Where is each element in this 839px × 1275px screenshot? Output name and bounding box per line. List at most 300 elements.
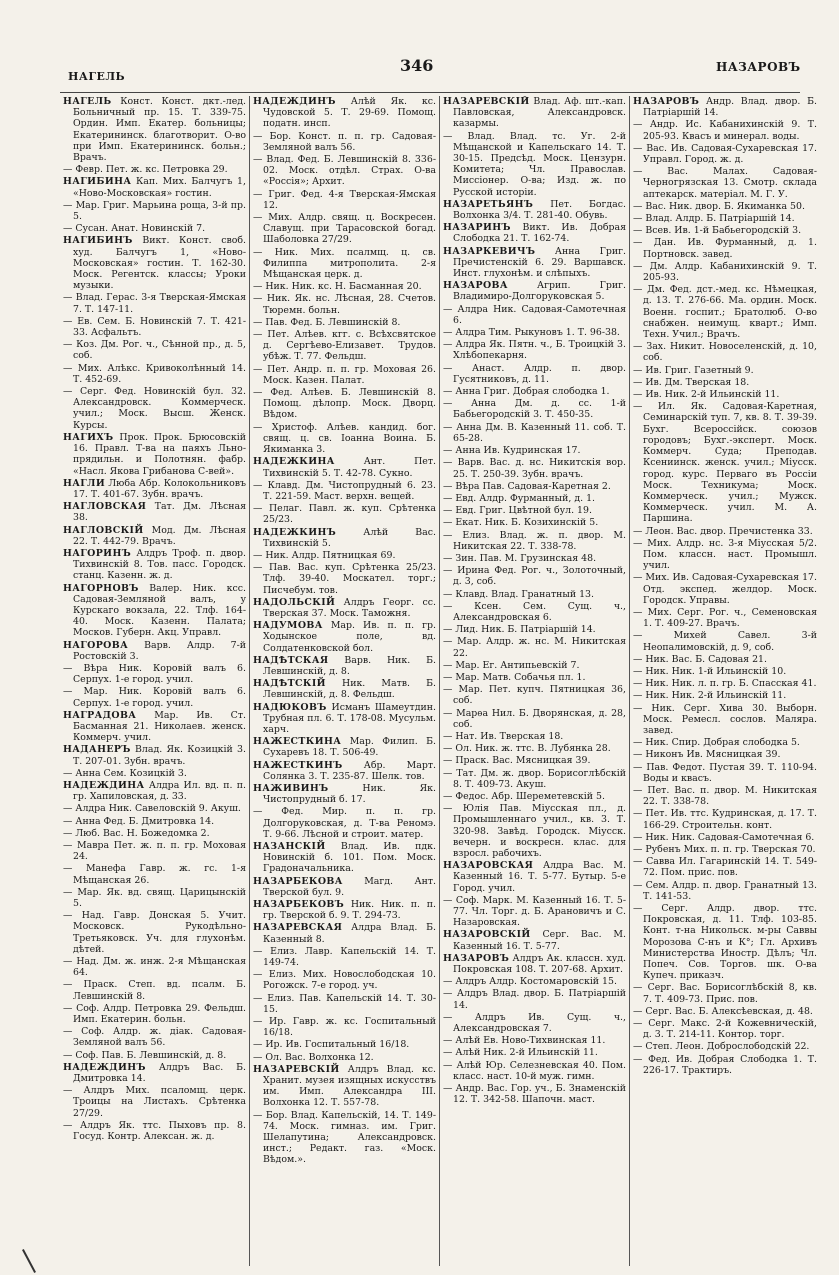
directory-entry	[633, 166, 817, 200]
entry-text: — Екат. Ник. Б. Козихинскій 5.	[443, 517, 599, 529]
directory-entry	[63, 780, 246, 802]
entry-text: — Мих. Алдр. свящ. ц. Воскресен. Славущ. при Тарасовской богад. Шаболовка 27/29.	[253, 212, 436, 246]
directory-entry	[443, 895, 626, 929]
entry-surname: НАЗАНСКІЙ	[253, 841, 326, 852]
entry-text: — Влад. Фед. Б. Левшинскій 8. 336-02. Моск. отдѣл. Страх. О-ва «Россія»; Архит.	[253, 154, 436, 188]
directory-entry	[633, 284, 817, 340]
directory-entry	[63, 96, 246, 163]
directory-entry	[253, 293, 436, 315]
entry-text: — Соф. Марк. М. Казенный 16. Т. 5-77. Чл. Торг. д. Б. Арановичъ и С. Назаровская.	[443, 894, 626, 929]
directory-entry	[63, 686, 246, 708]
directory-entry	[633, 213, 817, 224]
entry-text: — Ир. Гавр. ж. кс. Госпитальный 16/18.	[253, 1016, 436, 1039]
directory-entry	[443, 339, 626, 361]
entry-text: Исманъ Шамеутдин. Трубная пл. 6. Т. 178-08. Мусульм. харч.	[263, 701, 436, 735]
directory-entry	[443, 636, 626, 658]
directory-entry	[63, 744, 246, 766]
entry-text: — Вѣра Пав. Садовая-Каретная 2.	[443, 480, 611, 492]
entry-text: — Фед. Мир. п. п. гр. Долгоруковская, д. Т-ва Реномэ. Т. 9-66. Лѣсной и строит. матер.	[253, 806, 436, 840]
entry-text: — Пелаг. Павл. ж. куп. Срѣтенка 25/23.	[253, 503, 436, 526]
directory-entry	[253, 899, 436, 921]
entry-text: Мар. Филип. Б. Сухаревъ 18. Т. 506-49.	[263, 736, 437, 759]
entry-text: Мар. Ив. п. п. гр. Ходынское поле, вд. Солдатенковской бол.	[263, 620, 436, 654]
entry-text: — Пет. Андр. п. п. гр. Моховая 26. Моск. Казен. Палат.	[253, 363, 436, 386]
directory-entry	[253, 620, 436, 654]
directory-entry	[443, 672, 626, 683]
directory-entry	[633, 880, 817, 902]
directory-entry	[253, 154, 436, 188]
directory-entry	[253, 702, 436, 736]
entry-surname: НАЗАРЕВСКІЙ	[253, 1063, 340, 1075]
entry-surname: НАДЕЖДИНА	[63, 779, 145, 791]
directory-entry	[63, 1026, 246, 1048]
entry-text: — Анна Дм. д. сс. 1-й Бабьегородскій 3. Т. 450-35.	[443, 398, 626, 421]
directory-entry	[633, 1006, 817, 1017]
directory-entry	[63, 803, 246, 814]
directory-entry	[633, 389, 817, 400]
directory-entry	[443, 131, 626, 198]
directory-entry	[443, 481, 626, 492]
entry-text: Алѣй Як. кс. Чудовской 5. Т. 29-69. Помощ. податн. инсп.	[263, 96, 437, 130]
directory-columns	[60, 96, 822, 1266]
directory-entry	[443, 304, 626, 326]
entry-text: Кап. Мих. Балчугъ 1, «Ново-Московская» гостин.	[73, 176, 246, 199]
directory-entry	[443, 553, 626, 564]
entry-text: — Пет. Ив. ттс. Кудринская, д. 17. Т. 166-29. Строительн. конт.	[633, 808, 817, 831]
entry-surname: НАЗАРЕВСКАЯ	[253, 922, 343, 934]
entry-text: — Ник. Ник. Садовая-Самотечная 6.	[633, 831, 815, 843]
directory-entry	[63, 176, 246, 198]
entry-text: — Ник. Вас. Б. Садовая 21.	[633, 653, 767, 665]
entry-surname: НАГЛИ	[63, 477, 106, 489]
entry-surname: НАГОРНОВЪ	[63, 582, 139, 594]
directory-entry	[253, 422, 436, 456]
entry-text: — Андр. Ис. Кабанихинскій 9. Т. 205-93. Квасъ и минерал. воды.	[633, 119, 817, 142]
directory-entry	[633, 96, 817, 118]
entry-text: — Савва Ил. Гагаринскій 14. Т. 549-72. Пом. прис. пов.	[633, 856, 817, 879]
directory-entry	[443, 457, 626, 479]
entry-text: — Пет. Алѣев. кгг. с. Всѣхсвятское д. Сергѣево-Елизавет. Трудов. убѣж. Т. 77. Фельдш.	[253, 329, 436, 363]
entry-text: — Мих. Алдр. нс. 3-я Міусская 5/2. Пом. классн. наст. Промышл. учил.	[633, 537, 817, 572]
directory-entry	[63, 525, 246, 547]
directory-entry	[443, 953, 626, 975]
entry-text: Магд. Ант. Тверской бул. 9.	[263, 875, 436, 898]
entry-text: — Юлія Пав. Міусская пл., д. Промышленнаго учил., кв. 3. Т. 320-98. Завѣд. Городск. Міусск. вечерн. и воскресн. клас. для взросл. рабочихъ.	[443, 803, 626, 859]
entry-surname: НАГОРИНЪ	[63, 547, 132, 559]
entry-text: — Над. Гавр. Донская 5. Учит. Московск. Рукодѣльно-Третьяковск. Уч. для глухонѣм. дѣтей.	[63, 910, 246, 955]
directory-entry	[63, 816, 246, 827]
directory-entry	[633, 690, 817, 701]
directory-entry	[633, 678, 817, 689]
directory-entry	[443, 565, 626, 587]
entry-text: Алдра Ил. вд. п. п. гр. Хапиловская, д. 33.	[73, 779, 247, 803]
entry-text: — Вас. Малах. Садовая-Черногрязская 13. Смотр. склада аптекарск. матеріал. М. Г. У.	[633, 166, 817, 200]
entry-text: — Никонъ Ив. Мясницкая 39.	[633, 749, 781, 761]
page-number: 346	[400, 56, 434, 75]
entry-text: — Евд. Григ. Цвѣтной бул. 19.	[443, 505, 592, 517]
page-header	[0, 0, 839, 90]
entry-surname: НАЗАРБЕКОВА	[253, 875, 343, 887]
entry-text: — Сем. Алдр. п. двор. Гранатный 13. Т. 141-53.	[633, 879, 817, 902]
directory-entry	[63, 710, 246, 744]
directory-entry	[63, 1085, 246, 1119]
entry-text: Мод. Дм. Лѣсная 22. Т. 442-79. Врачъ.	[73, 524, 246, 547]
entry-text: — Над. Дм. ж. инж. 2-я Мѣщанская 64.	[63, 956, 246, 979]
entry-text: — Елиз. Влад. ж. п. двор. М. Никитская 22. Т. 338-78.	[443, 529, 626, 552]
directory-entry	[63, 200, 246, 222]
entry-text: — Леон. Вас. двор. Пречистенка 33.	[633, 525, 813, 537]
entry-surname: НАЗАРОВА	[443, 280, 508, 292]
directory-entry	[253, 131, 436, 153]
entry-text: Ник. Як. Чистопрудный б. 17.	[263, 782, 437, 806]
entry-text: — Серг. Макс. 2-й Кожевническій, д. 3. Т. 214-11. Контор. торг.	[633, 1018, 817, 1041]
entry-surname: НАДѢТСКАЯ	[253, 654, 329, 666]
directory-entry	[443, 246, 626, 280]
entry-text: — Алдра Як. Пятн. ч., Б. Троицкій 3. Хлѣбопекарня.	[443, 339, 626, 362]
directory-entry	[253, 281, 436, 292]
entry-text: Конст. Конст. дкт.-лед. Больничный пр. 15. Т. 339-75. Ордин. Имп. Екатер. больницы; Екатерининск. благотворит. О-во при Имп. Екатерининск. больн.; Врачъ.	[73, 96, 246, 164]
entry-text: — Ол. Ник. ж. ттс. В. Лубянка 28.	[443, 743, 611, 755]
entry-text: Алдръ Влад. кс. Хранит. музея изящных искусствъ им. Имп. Александра III. Волхонка 12. Т. 557-78.	[263, 1063, 436, 1109]
entry-text: — Федос. Абр. Шереметевскій 5.	[443, 790, 605, 802]
entry-text: — Клавд. Дм. Чистопрудный 6. 23. Т. 221-59. Маст. верхн. вещей.	[253, 479, 436, 502]
directory-entry	[443, 280, 626, 302]
entry-text: — Алѣй Ев. Ново-Тихвинская 11.	[443, 1035, 606, 1047]
entry-text: — Алдръ Влад. двор. Б. Патріаршій 14.	[443, 988, 626, 1011]
directory-entry	[443, 363, 626, 385]
margin-pencil-mark	[22, 1249, 36, 1273]
entry-text: — Соф. Алдр. ж. діак. Садовая-Земляной валъ 56.	[63, 1026, 246, 1049]
entry-surname: НАЗАРЕВСКІЙ	[443, 96, 530, 107]
entry-text: — Серг. Фед. Новинскій бул. 32. Александровск. Коммерческ. учил.; Моск. Высш. Женск. Курсы.	[63, 386, 246, 431]
entry-text: — Анна Фед. Б. Дмитровка 14.	[63, 815, 215, 827]
entry-text: — Вѣра Ник. Коровій валъ 6. Серпух. 1-е город. учил.	[63, 662, 246, 686]
entry-text: — Нат. Ив. Тверская 18.	[443, 730, 564, 742]
entry-text: Влад. Аф. шт.-кап. Павловская, Александровск. казармы.	[453, 96, 626, 130]
directory-entry	[443, 791, 626, 802]
entry-text: — Зин. Пав. М. Грузинская 48.	[443, 552, 597, 564]
directory-entry	[253, 96, 436, 130]
directory-entry	[633, 903, 817, 981]
directory-entry	[253, 806, 436, 840]
directory-entry	[443, 1083, 626, 1105]
entry-text: — Ник. Як. нс. Лѣсная, 28. Счетов. Тюремн. больн.	[253, 293, 436, 316]
entry-text: Анна Григ. Пречистенскій 6. 29. Варшавск. Инст. глухонѣм. и слѣпыхъ.	[453, 245, 627, 280]
entry-text: — Ник. Ник. 2-й Ильинскій 11.	[633, 690, 787, 702]
directory-entry	[633, 1018, 817, 1040]
directory-entry	[253, 562, 436, 596]
entry-text: — Анна Дм. В. Казенный 11. соб. Т. 65-28.	[443, 421, 626, 444]
directory-entry	[253, 1110, 436, 1166]
entry-text: Алдра Вас. М. Казенный 16. Т. 5-77. Бутыр. 5-е Город. учил.	[453, 860, 626, 894]
entry-text: — Пет. Вас. п. двор. М. Никитская 22. Т. 338-78.	[633, 784, 817, 808]
directory-entry	[633, 762, 817, 784]
entry-text: — Ев. Сем. Б. Новинскій 7. Т. 421-33. Асфальтъ.	[63, 315, 246, 339]
directory-entry	[443, 601, 626, 623]
entry-text: Влад. Ив. пдк. Новинскій б. 101. Пом. Моск. Градоначальника.	[263, 841, 436, 875]
entry-text: Алдръ Георг. сс. Тверская 37. Моск. Таможня.	[263, 596, 436, 619]
entry-text: Влад. Як. Козицкій 3. Т. 207-01. Зубн. врачъ.	[73, 744, 246, 767]
directory-entry	[63, 956, 246, 978]
directory-entry	[633, 1054, 817, 1076]
entry-text: — Мих. Алѣкс. Кривоколѣнный 14. Т. 452-69.	[63, 362, 246, 385]
directory-entry	[253, 189, 436, 211]
directory-entry	[253, 480, 436, 502]
directory-entry	[63, 339, 246, 361]
directory-entry	[253, 969, 436, 991]
entry-surname: НАЗАРКЕВИЧЪ	[443, 245, 536, 257]
entry-text: Алдръ Вас. Б. Дмитровка 14.	[73, 1061, 246, 1085]
directory-entry	[633, 844, 817, 855]
directory-entry	[253, 1064, 436, 1109]
directory-entry	[633, 654, 817, 665]
directory-entry	[253, 1039, 436, 1050]
directory-entry	[443, 976, 626, 987]
entry-text: — Ник. Серг. Хива 30. Выборн. Моск. Ремесл. сослов. Маляра. завед.	[633, 702, 817, 736]
entry-text: — Мар. Ег. Антипьевскій 7.	[443, 659, 580, 671]
entry-text: — Пав. Фед. Б. Левшинскій 8.	[253, 316, 401, 328]
entry-text: — Андр. Вас. Гор. уч., Б. Знаменскій 12. Т. 342-58. Шапочн. маст.	[443, 1083, 626, 1106]
directory-entry	[443, 199, 626, 221]
entry-text: — Михей Савел. 3-й Неопалимовскій, д. 9, соб.	[633, 630, 817, 653]
directory-entry	[633, 538, 817, 572]
directory-entry	[63, 235, 246, 291]
directory-entry	[63, 223, 246, 234]
entry-text: — Мар. Алдр. ж. нс. М. Никитская 22.	[443, 636, 626, 659]
directory-entry	[63, 548, 246, 582]
entry-text: Алѣй Вас. Тихвинскій 5.	[263, 526, 436, 549]
entry-text: — Клавд. Влад. Гранатный 13.	[443, 588, 595, 600]
directory-entry	[633, 261, 817, 283]
entry-surname: НАЖЕСТКИНА	[253, 736, 342, 748]
entry-text: Варв. Ник. Б. Левшинскій, д. 8.	[263, 654, 436, 677]
entry-text: — Григ. Фед. 4-я Тверская-Ямская 12.	[253, 188, 436, 211]
directory-entry	[63, 828, 246, 839]
directory-entry	[253, 946, 436, 968]
directory-entry	[443, 589, 626, 600]
entry-text: — Ник. Ник. л. п. гр. Б. Спасская 41.	[633, 678, 817, 690]
directory-entry	[253, 876, 436, 898]
directory-entry	[63, 363, 246, 385]
entry-text: — Алдръ Мих. псаломщ. церк. Троицы на Листахъ. Срѣтенка 27/29.	[63, 1085, 246, 1119]
entry-surname: НАГИБИНА	[63, 176, 132, 188]
entry-text: Люба Абр. Колокольниковъ 17. Т. 401-67. Зубн. врачъ.	[73, 477, 247, 500]
entry-text: — Соф. Алдр. Петровка 29. Фельдш. Имп. Екатерин. больн.	[63, 1002, 246, 1026]
entry-text: Агрип. Григ. Владимиро-Долгоруковская 5.	[453, 280, 626, 303]
entry-surname: НАДЕЖКИНА	[253, 456, 335, 468]
entry-text: — Серг. Вас. Б. Алексѣевская, д. 48.	[633, 1005, 813, 1017]
entry-surname: НАГЛОВСКАЯ	[63, 501, 147, 513]
entry-surname: НАЗАРОВЪ	[443, 952, 510, 964]
directory-entry	[633, 785, 817, 807]
directory-entry	[633, 377, 817, 388]
directory-entry	[253, 783, 436, 805]
directory-entry	[443, 803, 626, 859]
directory-entry	[443, 731, 626, 742]
directory-entry	[63, 1003, 246, 1025]
directory-entry	[253, 364, 436, 386]
directory-entry	[633, 143, 817, 165]
directory-entry	[443, 530, 626, 552]
entry-text: — Христоф. Алѣев. кандид. бог. свящ. ц. св. Іоанна Воина. Б. Якиманка 3.	[253, 421, 436, 456]
entry-text: — Ив. Дм. Тверская 18.	[633, 376, 750, 388]
entry-text: — Анна Сем. Козицкій 3.	[63, 767, 187, 779]
entry-text: — Ник. Алдр. Пятницкая 69.	[253, 549, 396, 561]
directory-entry	[633, 982, 817, 1004]
directory-entry	[633, 225, 817, 236]
directory-entry	[633, 666, 817, 677]
entry-text: — Ир. Ив. Госпитальный 16/18.	[253, 1039, 410, 1051]
directory-entry	[633, 607, 817, 629]
directory-entry	[633, 119, 817, 141]
entry-text: — Алѣй Юр. Селезневская 40. Пом. класс. наст. 10-й муж. гимн.	[443, 1059, 626, 1082]
directory-entry	[443, 860, 626, 894]
entry-surname: НАЖЕСТКИНЪ	[253, 759, 343, 771]
directory-entry	[253, 922, 436, 944]
entry-surname: НАЗАРЕТЬЯНЪ	[443, 198, 534, 210]
directory-entry	[63, 863, 246, 885]
entry-surname: НАГЕЛЬ	[63, 96, 112, 107]
entry-text: Ник. Матв. Б. Левшинскій, д. 8. Фельдш.	[263, 678, 436, 701]
entry-text: — Бор. Влад. Капельскій, 14. Т. 149-74. Моск. гимназ. им. Григ. Шелапутина; Александровск. инст.; Редакт. газ. «Моск. Вѣдом.».	[253, 1109, 436, 1166]
entry-surname: НАДАНЕРЪ	[63, 744, 131, 756]
entry-text: — Ксен. Сем. Сущ. ч., Александровская 6.	[443, 600, 626, 623]
directory-entry	[63, 292, 246, 314]
entry-text: — Февр. Пет. ж. кс. Петровка 29.	[63, 164, 228, 176]
directory-entry	[63, 501, 246, 523]
directory-entry	[63, 1120, 246, 1142]
directory-entry	[443, 222, 626, 244]
directory-entry	[253, 841, 436, 875]
directory-entry	[253, 329, 436, 363]
entry-text: — Праск. Вас. Мясницкая 39.	[443, 755, 591, 767]
entry-text: — Зах. Никит. Новоселенскій, д. 10, соб.	[633, 341, 817, 364]
directory-entry	[63, 768, 246, 779]
entry-text: Абр. Март. Солянка 3. Т. 235-87. Шелк. тов.	[263, 759, 437, 782]
entry-text: — Алдра Ник. Савеловскій 9. Акуш.	[63, 803, 241, 815]
entry-text: — Алдръ Як. ттс. Пыховъ пр. 8. Госуд. Контр. Алексан. ж. д.	[63, 1119, 246, 1143]
entry-text: — Бор. Конст. п. п. гр. Садовая-Земляной валъ 56.	[253, 130, 436, 153]
entry-text: — Елиз. Лавр. Капельскій 14. Т. 149-74.	[253, 945, 436, 969]
directory-entry	[633, 237, 817, 259]
directory-entry	[253, 317, 436, 328]
entry-text: — Ив. Григ. Газетный 9.	[633, 364, 754, 376]
entry-surname: НАГРАДОВА	[63, 709, 137, 721]
entry-text: Ник. Ник. п. п. гр. Тверской б. 9. Т. 294-73.	[263, 899, 436, 922]
entry-surname: НАДУМОВА	[253, 620, 323, 632]
directory-entry	[633, 341, 817, 363]
entry-text: — Ил. Як. Садовая-Каретная, Семинарскій туп. 7, кв. 8. Т. 39-39. Бухг. Всероссійск. союзов городовъ; Бухг.-эксперт. Моск. Коммерч. Суда; Преподав. Ксениинск. женск. учил.; Міусск. город. курс. Перваго въ Россіи Моск. Техникума; Моск. Коммерческ. учил.; Мужск. Коммерческ. учил. М. А. Паршина.	[633, 401, 817, 525]
entry-text: — Анаст. Алдр. п. двор. Гусятниковъ, д. 11.	[443, 362, 626, 385]
directory-entry	[633, 572, 817, 606]
entry-text: — Фед. Алѣев. Б. Левшинскій 8. Помощ. дѣлопр. Моск. Дворц. Вѣдом.	[253, 387, 436, 421]
entry-text: — Рубенъ Мих. п. п. гр. Тверская 70.	[633, 844, 816, 855]
directory-entry	[443, 327, 626, 338]
entry-text: — Степ. Леон. Доброслободскій 22.	[633, 1041, 810, 1053]
entry-surname: НАЗАРБЕКОВЪ	[253, 899, 345, 911]
directory-entry	[633, 856, 817, 878]
running-head-left: НАГЕЛЬ	[68, 70, 126, 83]
directory-entry	[443, 517, 626, 528]
directory-entry	[443, 755, 626, 766]
directory-entry	[63, 478, 246, 500]
entry-text: — Варв. Вас. д. нс. Никитскія вор. 25. Т. 250-39. Зубн. врачъ.	[443, 457, 626, 480]
directory-entry	[633, 1041, 817, 1052]
directory-entry	[443, 422, 626, 444]
entry-text: Тат. Дм. Лѣсная 38.	[73, 501, 247, 524]
entry-text: — Дм. Алдр. Кабанихинскій 9. Т. 205-93.	[633, 260, 817, 284]
entry-surname: НАЖИВИНЪ	[253, 782, 329, 794]
entry-text: — Пав. Федот. Пустая 39. Т. 110-94. Воды и квасъ.	[633, 761, 817, 784]
entry-surname: НАЗАРИНЪ	[443, 222, 511, 234]
entry-surname: НАГОРОВА	[63, 639, 129, 651]
entry-surname: НАГИБИНЪ	[63, 235, 133, 247]
directory-entry	[63, 979, 246, 1001]
entry-text: — Алѣй Ник. 2-й Ильинскій 11.	[443, 1047, 598, 1059]
entry-text: — Ив. Ник. 2-й Ильинскій 11.	[633, 389, 780, 401]
entry-text: — Манефа Гавр. ж. гс. 1-я Мѣщанская 26.	[63, 863, 246, 886]
directory-entry	[253, 550, 436, 561]
header-rule	[60, 92, 800, 93]
entry-text: — Елиз. Мих. Новослободская 10. Рогожск. 7-е город. уч.	[253, 969, 436, 992]
entry-surname: НАДЕЖДИНЪ	[253, 96, 336, 107]
entry-text: — Ник. Мих. псалмщ. ц. св. Филиппа митрополита. 2-я Мѣщанская церк. д.	[253, 246, 436, 281]
directory-entry	[633, 201, 817, 212]
directory-entry	[63, 640, 246, 662]
entry-text: — Вас. Ник. двор. Б. Якиманка 50.	[633, 200, 805, 212]
entry-text: — Ник. Ник. кс. Н. Басманная 20.	[253, 281, 422, 293]
entry-text: — Елиз. Пав. Капельскій 14. Т. 30-15.	[253, 992, 436, 1015]
entry-text: Ант. Пет. Тихвинскій 5. Т. 42-78. Сукно.	[263, 456, 437, 479]
entry-text: — Коз. Дм. Рог. ч., Сѣнной пр., д. 5, соб.	[63, 339, 246, 362]
entry-text: — Люб. Вас. Н. Божедомка 2.	[63, 827, 210, 839]
directory-entry	[443, 1012, 626, 1034]
directory-entry	[443, 708, 626, 730]
entry-text: Алдра Влад. Б. Казенный 8.	[263, 922, 437, 945]
directory-entry	[253, 212, 436, 246]
directory-entry	[63, 1062, 246, 1084]
entry-text: — Мар. Як. вд. свящ. Царицынскій 5.	[63, 886, 246, 910]
entry-text: — Евд. Алдр. Фурманный, д. 1.	[443, 492, 596, 504]
entry-text: — Вас. Ив. Садовая-Сухаревская 17. Управл. Город. ж. д.	[633, 142, 817, 166]
directory-entry	[253, 760, 436, 782]
directory-entry	[443, 660, 626, 671]
directory-entry	[633, 808, 817, 830]
directory-entry	[443, 1060, 626, 1082]
entry-text: — Мар. Григ. Марьина роща, 3-й пр. 5.	[63, 199, 246, 223]
entry-text: — Дм. Фед. дст.-мед. кс. Нѣмецкая, д. 13. Т. 276-66. Ма. ордин. Моск. Военн. госпит.; Братолюб. О-во снабжен. неимущ. кварт.; Имп. Техн. Учил.; Врачъ.	[633, 284, 817, 341]
entry-text: — Лид. Ник. Б. Патріаршій 14.	[443, 624, 596, 636]
directory-entry	[443, 505, 626, 516]
entry-surname: НАДЕЖДИНЪ	[63, 1061, 146, 1073]
directory-entry	[633, 703, 817, 737]
directory-entry	[63, 164, 246, 175]
directory-entry	[253, 597, 436, 619]
directory-entry	[633, 737, 817, 748]
entry-text: Алдръ Троф. п. двор. Тихвинскій 8. Тов. пасс. Городск. станц. Казенн. ж. д.	[73, 547, 246, 582]
entry-surname: НАДЮКОВЪ	[253, 701, 327, 713]
column-3	[440, 96, 630, 1266]
directory-entry	[253, 655, 436, 677]
directory-entry	[253, 1052, 436, 1063]
entry-text: — Влад. Влад. тс. Уг. 2-й Мѣщанской и Капельскаго 14. Т. 30-15. Предсѣд. Моск. Цензурн. Комитета; Чл. Православ. Миссіонер. О-ва; Изд. ж. по Русской исторіи.	[443, 130, 626, 198]
directory-entry	[63, 432, 246, 477]
directory-entry	[443, 988, 626, 1010]
entry-text: Андр. Влад. двор. Б. Патріаршій 14.	[643, 96, 818, 119]
entry-surname: НАЗАРОВСКІЙ	[443, 929, 531, 941]
directory-entry	[253, 456, 436, 478]
entry-text: — Праск. Степ. вд. псалм. Б. Левшинскій 8.	[63, 979, 246, 1002]
